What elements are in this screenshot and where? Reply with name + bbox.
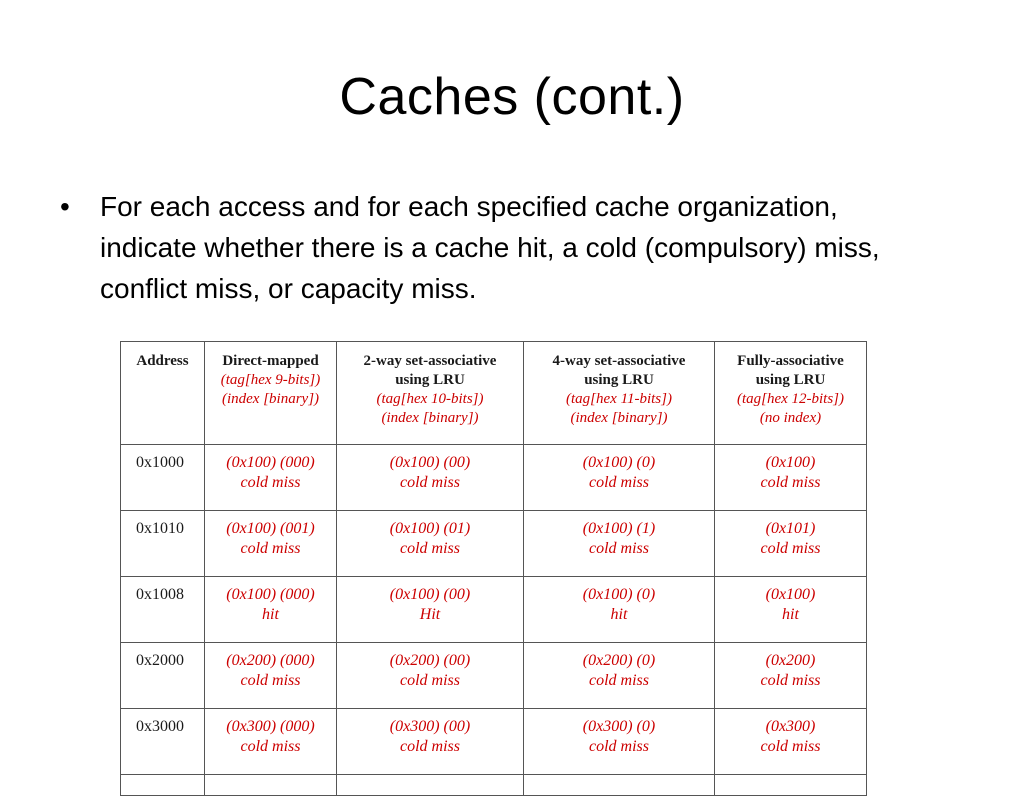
address-cell: 0x2000 (121, 643, 205, 709)
result-cell (337, 445, 524, 511)
access-result: cold miss (760, 474, 821, 491)
access-result: cold miss (400, 474, 460, 491)
result-cell (205, 643, 337, 709)
tag-index-value: (0x300) (000) (226, 718, 315, 735)
tag-index-value: (0x100) (765, 454, 816, 471)
access-result: cold miss (240, 738, 301, 755)
access-result: cold miss (760, 738, 821, 755)
header-address (121, 342, 205, 445)
access-result: cold miss (589, 738, 649, 755)
result-cell (715, 643, 867, 709)
header-title-line: using LRU (755, 372, 826, 388)
result-cell (205, 577, 337, 643)
access-result: cold miss (589, 540, 649, 557)
header-note-line: (tag[hex 10-bits]) (376, 391, 484, 407)
result-cell (337, 709, 524, 775)
tag-index-value: (0x200) (765, 652, 816, 669)
table-row (121, 511, 867, 577)
header-note-line: (tag[hex 12-bits]) (736, 391, 845, 407)
empty-cell (205, 775, 337, 796)
cache-table (120, 341, 867, 796)
result-cell (715, 577, 867, 643)
access-result: cold miss (400, 738, 460, 755)
result-cell (205, 445, 337, 511)
table-row (121, 577, 867, 643)
tag-index-value: (0x100) (000) (226, 586, 315, 603)
access-result: cold miss (400, 540, 460, 557)
access-result: cold miss (760, 672, 821, 689)
header-title-line: Address (136, 353, 189, 369)
address-cell: 0x1000 (121, 445, 205, 511)
header-direct-mapped (205, 342, 337, 445)
access-result: cold miss (400, 672, 460, 689)
access-result: hit (262, 606, 279, 623)
access-result: cold miss (589, 474, 649, 491)
table-row (121, 445, 867, 511)
header-note-line: (index [binary]) (570, 410, 668, 426)
header-title-line: using LRU (395, 372, 465, 388)
header-note-line: (index [binary]) (221, 391, 320, 407)
table-row (121, 709, 867, 775)
bullet-text: For each access and for each specified cache organization, indicate whether there is a cache hit, a cold (compulsory) miss, conflict miss, or capacity miss. (100, 191, 880, 304)
result-cell (337, 577, 524, 643)
tag-index-value: (0x100) (765, 586, 816, 603)
address-cell: 0x3000 (121, 709, 205, 775)
tag-index-value: (0x300) (765, 718, 816, 735)
header-title-line: 4-way set-associative (552, 353, 686, 369)
empty-cell (337, 775, 524, 796)
address-cell: 0x1008 (121, 577, 205, 643)
bullet-icon: • (60, 191, 70, 222)
tag-index-value: (0x300) (00) (389, 718, 471, 735)
tag-index-value: (0x100) (1) (582, 520, 656, 537)
empty-cell (524, 775, 715, 796)
result-cell (524, 511, 715, 577)
header-fully-associative (715, 342, 867, 445)
tag-index-value: (0x200) (0) (582, 652, 656, 669)
result-cell (715, 709, 867, 775)
access-result: hit (782, 606, 799, 623)
tag-index-value: (0x100) (01) (389, 520, 471, 537)
tag-index-value: (0x100) (0) (582, 454, 656, 471)
address-cell: 0x1010 (121, 511, 205, 577)
result-cell (337, 511, 524, 577)
access-result: cold miss (240, 474, 301, 491)
empty-cell (121, 775, 205, 796)
tag-index-value: (0x300) (0) (582, 718, 656, 735)
access-result: Hit (419, 606, 441, 623)
header-title-line: Direct-mapped (222, 353, 319, 369)
header-note-line: (tag[hex 11-bits]) (566, 391, 672, 407)
header-title-line: using LRU (584, 372, 654, 388)
access-result: hit (610, 606, 628, 623)
cache-table-image (120, 341, 866, 755)
access-result: cold miss (240, 672, 301, 689)
table-row (121, 643, 867, 709)
empty-cell (715, 775, 867, 796)
result-cell (524, 445, 715, 511)
tag-index-value: (0x100) (0) (582, 586, 656, 603)
result-cell (524, 577, 715, 643)
header-4-way (524, 342, 715, 445)
tag-index-value: (0x200) (00) (389, 652, 471, 669)
result-cell (205, 511, 337, 577)
header-note-line: (tag[hex 9-bits]) (220, 372, 321, 388)
result-cell (524, 709, 715, 775)
table-row-cropped (121, 775, 867, 796)
slide-title: Caches (cont.) (339, 68, 685, 126)
tag-index-value: (0x100) (00) (389, 586, 471, 603)
tag-index-value: (0x100) (00) (389, 454, 471, 471)
result-cell (524, 643, 715, 709)
header-title-line: Fully-associative (737, 353, 844, 369)
result-cell (715, 511, 867, 577)
access-result: cold miss (589, 672, 649, 689)
tag-index-value: (0x101) (765, 520, 816, 537)
tag-index-value: (0x100) (000) (226, 454, 315, 471)
header-note-line: (index [binary]) (381, 410, 479, 426)
bullet-item (60, 186, 940, 309)
access-result: cold miss (760, 540, 821, 557)
header-title-line: 2-way set-associative (363, 353, 497, 369)
header-note-line: (no index) (759, 410, 822, 426)
result-cell (205, 709, 337, 775)
table-header-row (121, 342, 867, 445)
result-cell (337, 643, 524, 709)
header-2-way (337, 342, 524, 445)
tag-index-value: (0x200) (000) (226, 652, 315, 669)
result-cell (715, 445, 867, 511)
access-result: cold miss (240, 540, 301, 557)
tag-index-value: (0x100) (001) (226, 520, 315, 537)
